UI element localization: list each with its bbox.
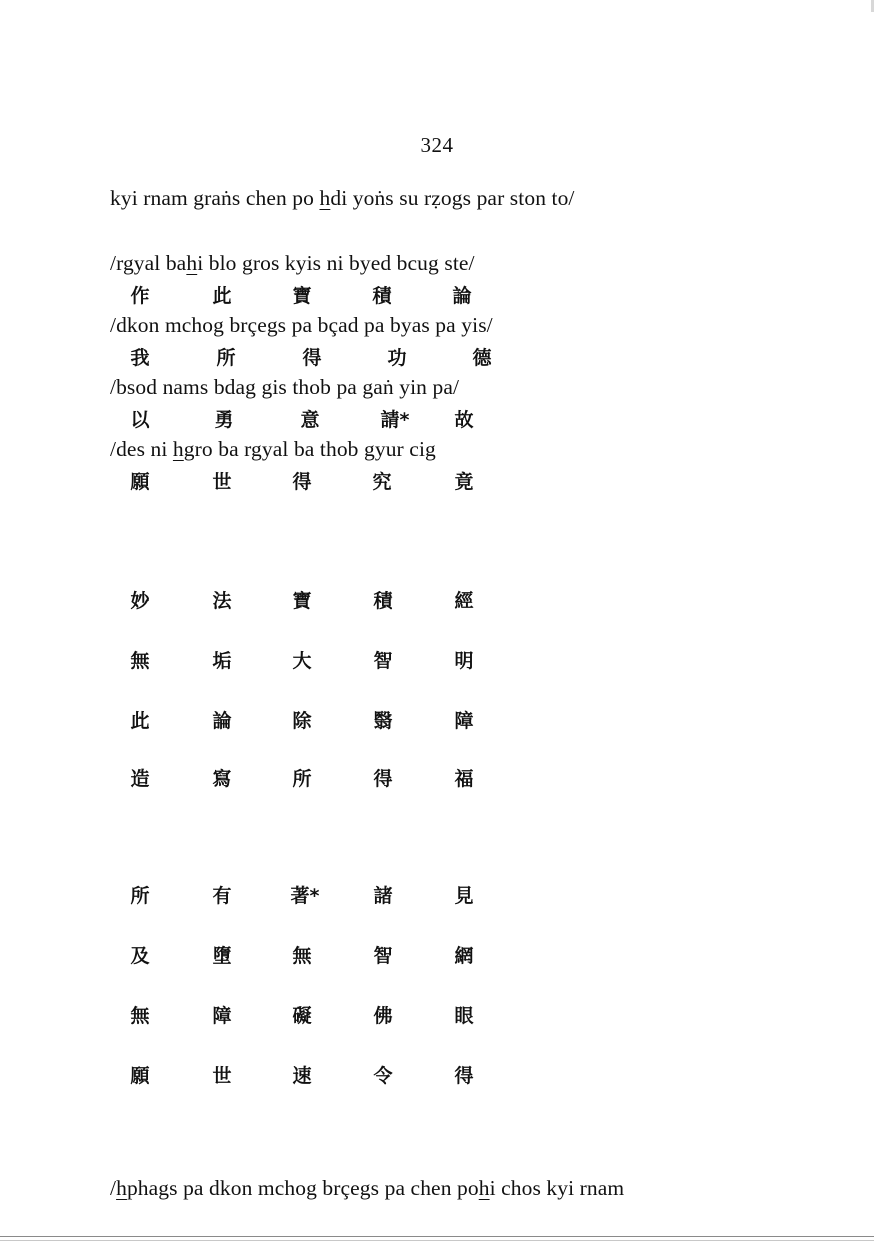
cjk-char: 得 xyxy=(373,768,393,790)
cjk-char: 障 xyxy=(212,1005,232,1027)
cjk-char: 我 xyxy=(130,347,150,369)
cjk-char: 所 xyxy=(130,885,150,907)
cjk-char: 見 xyxy=(454,885,474,907)
tibetan-line-3: /dkon mchog brçegs pa bçad pa byas pa yis/ xyxy=(110,313,493,337)
cjk-char: 竟 xyxy=(454,471,474,493)
cjk-char: 論 xyxy=(212,710,232,732)
cjk-char: 所 xyxy=(216,347,236,369)
cjk-char: 著* xyxy=(290,885,320,907)
tibetan-line-5 xyxy=(110,437,436,462)
cjk-char: 有 xyxy=(212,885,232,907)
cjk-char: 諸 xyxy=(373,885,393,907)
cjk-char: 妙 xyxy=(130,590,150,612)
verse1-row-1 xyxy=(0,281,874,311)
cjk-char: 福 xyxy=(454,768,474,790)
bottom-rule-faint xyxy=(0,1240,874,1241)
cjk-char: 願 xyxy=(130,471,150,493)
tibetan-line-6 xyxy=(110,1176,624,1201)
cjk-char: 寶 xyxy=(292,590,312,612)
text-segment: i blo gros kyis ni byed bcug ste/ xyxy=(197,251,475,275)
verse1-row-2 xyxy=(0,343,874,373)
cjk-char: 墮 xyxy=(212,945,232,967)
cjk-char: 眼 xyxy=(454,1005,474,1027)
verse3-row-1 xyxy=(0,881,874,911)
cjk-char: 勇 xyxy=(214,409,234,431)
text-segment: /des ni xyxy=(110,437,173,461)
cjk-char: 垢 xyxy=(212,650,232,672)
page-number: 324 xyxy=(420,133,454,157)
cjk-char: 究 xyxy=(372,471,392,493)
text-segment-underlined: h xyxy=(172,437,184,461)
cjk-char: 無 xyxy=(130,650,150,672)
cjk-char: 無 xyxy=(292,945,312,967)
cjk-char: 故 xyxy=(454,409,474,431)
cjk-char: 寫 xyxy=(212,768,232,790)
text-segment: di yoṅs su rẓogs par ston to/ xyxy=(330,186,575,210)
cjk-char: 經 xyxy=(454,590,474,612)
cjk-char: 得 xyxy=(454,1065,474,1087)
text-segment: /rgyal ba xyxy=(110,251,187,275)
cjk-char: 世 xyxy=(212,471,232,493)
cjk-char: 德 xyxy=(472,347,492,369)
cjk-char: 世 xyxy=(212,1065,232,1087)
text-segment-underlined: h xyxy=(319,186,331,210)
cjk-char: 法 xyxy=(212,590,232,612)
verse1-row-3 xyxy=(0,405,874,435)
verse2-row-3 xyxy=(0,706,874,736)
cjk-char: 翳 xyxy=(373,710,393,732)
text-segment-underlined: h xyxy=(116,1176,127,1200)
cjk-char: 功 xyxy=(387,347,407,369)
verse2-row-1 xyxy=(0,586,874,616)
cjk-char: 速 xyxy=(292,1065,312,1087)
verse3-row-3 xyxy=(0,1001,874,1031)
cjk-char: 以 xyxy=(130,409,150,431)
tibetan-line-2 xyxy=(110,251,475,276)
cjk-char: 大 xyxy=(292,650,312,672)
text-segment: / xyxy=(110,1176,117,1200)
text-segment: kyi rnam graṅs chen po xyxy=(110,186,320,210)
verse1-row-4 xyxy=(0,467,874,497)
cjk-char: 除 xyxy=(292,710,312,732)
cjk-char: 積 xyxy=(372,285,392,307)
cjk-char: 網 xyxy=(454,945,474,967)
text-segment-underlined: h xyxy=(478,1176,490,1200)
tibetan-line-4: /bsod nams bdag gis thob pa gaṅ yin pa/ xyxy=(110,375,460,399)
cjk-char: 障 xyxy=(454,710,474,732)
cjk-char: 佛 xyxy=(373,1005,393,1027)
verse3-row-2 xyxy=(0,941,874,971)
text-segment-underlined: h xyxy=(186,251,198,275)
bottom-rule xyxy=(0,1236,874,1237)
text-segment: i chos kyi rnam xyxy=(489,1176,625,1200)
cjk-char: 請* xyxy=(380,409,410,431)
cjk-char: 願 xyxy=(130,1065,150,1087)
cjk-char: 礙 xyxy=(292,1005,312,1027)
cjk-char: 無 xyxy=(130,1005,150,1027)
text-segment: phags pa dkon mchog brçegs pa chen po xyxy=(126,1176,479,1200)
verse2-row-4 xyxy=(0,764,874,794)
cjk-char: 寶 xyxy=(292,285,312,307)
cjk-char: 論 xyxy=(452,285,472,307)
cjk-char: 作 xyxy=(130,285,150,307)
cjk-char: 得 xyxy=(292,471,312,493)
cjk-char: 智 xyxy=(373,945,393,967)
verse2-row-2 xyxy=(0,646,874,676)
cjk-char: 令 xyxy=(373,1065,393,1087)
cjk-char: 此 xyxy=(212,285,232,307)
cjk-char: 所 xyxy=(292,768,312,790)
cjk-char: 此 xyxy=(130,710,150,732)
cjk-char: 造 xyxy=(130,768,150,790)
cjk-char: 意 xyxy=(300,409,320,431)
cjk-char: 積 xyxy=(373,590,393,612)
cjk-char: 及 xyxy=(130,945,150,967)
tibetan-line-1 xyxy=(110,186,575,211)
cjk-char: 智 xyxy=(373,650,393,672)
cjk-char: 得 xyxy=(302,347,322,369)
text-segment: gro ba rgyal ba thob gyur cig xyxy=(183,437,436,461)
verse3-row-4 xyxy=(0,1061,874,1091)
cjk-char: 明 xyxy=(454,650,474,672)
